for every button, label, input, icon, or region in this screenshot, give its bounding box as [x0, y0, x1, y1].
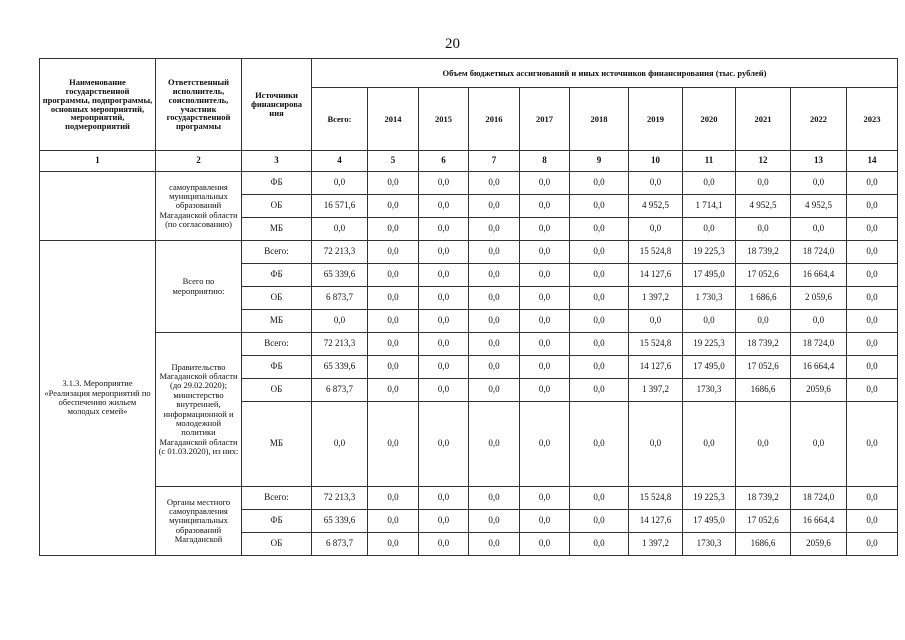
year-value-cell: 0,0: [419, 487, 469, 510]
year-value-cell: 2059,6: [791, 379, 847, 402]
source-cell: Всего:: [242, 241, 312, 264]
year-value-cell: 1 397,2: [629, 287, 683, 310]
column-number-cell: 4: [312, 151, 368, 172]
source-cell: ФБ: [242, 510, 312, 533]
year-value-cell: 16 664,4: [791, 264, 847, 287]
year-value-cell: 0,0: [469, 241, 520, 264]
total-value-cell: 0,0: [312, 402, 368, 487]
column-number-cell: 10: [629, 151, 683, 172]
header-year: 2016: [469, 88, 520, 151]
year-value-cell: 0,0: [368, 379, 419, 402]
column-number-cell: 2: [156, 151, 242, 172]
year-value-cell: 0,0: [368, 310, 419, 333]
year-value-cell: 0,0: [791, 402, 847, 487]
year-value-cell: 0,0: [368, 241, 419, 264]
year-value-cell: 17 495,0: [683, 264, 736, 287]
total-value-cell: 72 213,3: [312, 241, 368, 264]
year-value-cell: 0,0: [419, 356, 469, 379]
year-value-cell: 0,0: [570, 264, 629, 287]
year-value-cell: 0,0: [520, 241, 570, 264]
column-number-cell: 14: [847, 151, 898, 172]
year-value-cell: 0,0: [419, 218, 469, 241]
year-value-cell: 0,0: [419, 287, 469, 310]
year-value-cell: 0,0: [570, 310, 629, 333]
year-value-cell: 0,0: [629, 402, 683, 487]
year-value-cell: 0,0: [469, 172, 520, 195]
year-value-cell: 0,0: [520, 356, 570, 379]
year-value-cell: 0,0: [520, 195, 570, 218]
column-number-cell: 1: [40, 151, 156, 172]
column-number-cell: 7: [469, 151, 520, 172]
year-value-cell: 0,0: [419, 510, 469, 533]
header-responsible: Ответственный исполнитель, соисполнитель, участник государственной программы: [156, 59, 242, 151]
year-value-cell: 18 739,2: [736, 487, 791, 510]
total-value-cell: 72 213,3: [312, 333, 368, 356]
year-value-cell: 0,0: [368, 487, 419, 510]
year-value-cell: 0,0: [629, 218, 683, 241]
year-value-cell: 0,0: [419, 533, 469, 556]
year-value-cell: 2059,6: [791, 533, 847, 556]
total-value-cell: 6 873,7: [312, 287, 368, 310]
year-value-cell: 0,0: [683, 310, 736, 333]
year-value-cell: 18 724,0: [791, 487, 847, 510]
table-row: [40, 241, 898, 264]
year-value-cell: 4 952,5: [629, 195, 683, 218]
year-value-cell: 0,0: [520, 533, 570, 556]
year-value-cell: 0,0: [736, 310, 791, 333]
total-value-cell: 6 873,7: [312, 533, 368, 556]
year-value-cell: 0,0: [520, 287, 570, 310]
year-value-cell: 0,0: [847, 510, 898, 533]
year-value-cell: 0,0: [419, 402, 469, 487]
year-value-cell: 0,0: [469, 333, 520, 356]
year-value-cell: 0,0: [847, 172, 898, 195]
year-value-cell: 0,0: [791, 172, 847, 195]
year-value-cell: 1686,6: [736, 533, 791, 556]
year-value-cell: 0,0: [683, 218, 736, 241]
year-value-cell: 0,0: [570, 195, 629, 218]
header-year: 2023: [847, 88, 898, 151]
year-value-cell: 0,0: [847, 218, 898, 241]
year-value-cell: 1 397,2: [629, 533, 683, 556]
header-sources: Источники финансирова ния: [242, 59, 312, 151]
year-value-cell: 0,0: [570, 333, 629, 356]
column-number-cell: 9: [570, 151, 629, 172]
year-value-cell: 0,0: [847, 241, 898, 264]
year-value-cell: 0,0: [847, 195, 898, 218]
year-value-cell: 0,0: [368, 287, 419, 310]
source-cell: ФБ: [242, 264, 312, 287]
year-value-cell: 0,0: [791, 218, 847, 241]
year-value-cell: 0,0: [570, 402, 629, 487]
header-year: 2020: [683, 88, 736, 151]
source-cell: ОБ: [242, 533, 312, 556]
year-value-cell: 0,0: [570, 379, 629, 402]
year-value-cell: 19 225,3: [683, 487, 736, 510]
year-value-cell: 16 664,4: [791, 356, 847, 379]
year-value-cell: 0,0: [570, 533, 629, 556]
header-year: 2019: [629, 88, 683, 151]
year-value-cell: 0,0: [368, 356, 419, 379]
year-value-cell: 1686,6: [736, 379, 791, 402]
total-value-cell: 0,0: [312, 172, 368, 195]
header-year: 2021: [736, 88, 791, 151]
header-program-name: Наименование государственной программы, подпрограммы, основных мероприятий, мероприятий, подмероприятий: [40, 59, 156, 151]
year-value-cell: 15 524,8: [629, 241, 683, 264]
budget-table-wrapper: [39, 58, 898, 556]
year-value-cell: 0,0: [847, 379, 898, 402]
page-number: 20: [445, 36, 460, 52]
responsible-cell: самоуправления муниципальных образований Магаданской области (по согласованию): [156, 172, 242, 241]
total-value-cell: 0,0: [312, 218, 368, 241]
column-number-cell: 6: [419, 151, 469, 172]
year-value-cell: 0,0: [570, 287, 629, 310]
year-value-cell: 0,0: [368, 333, 419, 356]
year-value-cell: 0,0: [520, 510, 570, 533]
responsible-cell: Всего по мероприятию:: [156, 241, 242, 333]
year-value-cell: 0,0: [791, 310, 847, 333]
source-cell: МБ: [242, 402, 312, 487]
year-value-cell: 17 052,6: [736, 356, 791, 379]
year-value-cell: 0,0: [736, 402, 791, 487]
year-value-cell: 14 127,6: [629, 356, 683, 379]
year-value-cell: 15 524,8: [629, 333, 683, 356]
year-value-cell: 19 225,3: [683, 241, 736, 264]
year-value-cell: 0,0: [847, 356, 898, 379]
year-value-cell: 1730,3: [683, 379, 736, 402]
year-value-cell: 1 730,3: [683, 287, 736, 310]
year-value-cell: 0,0: [368, 510, 419, 533]
year-value-cell: 1 714,1: [683, 195, 736, 218]
header-total: Всего:: [312, 88, 368, 151]
table-row: [40, 487, 898, 510]
year-value-cell: 18 739,2: [736, 241, 791, 264]
year-value-cell: 0,0: [570, 487, 629, 510]
year-value-cell: 17 495,0: [683, 356, 736, 379]
program-name-cell: 3.1.3. Мероприятие «Реализация мероприятий по обеспечению жильем молодых семей»: [40, 241, 156, 556]
year-value-cell: 0,0: [570, 356, 629, 379]
year-value-cell: 0,0: [520, 218, 570, 241]
year-value-cell: 0,0: [419, 195, 469, 218]
year-value-cell: 14 127,6: [629, 510, 683, 533]
source-cell: Всего:: [242, 487, 312, 510]
year-value-cell: 0,0: [368, 402, 419, 487]
year-value-cell: 0,0: [520, 487, 570, 510]
year-value-cell: 0,0: [520, 379, 570, 402]
table-row: [40, 333, 898, 356]
year-value-cell: 0,0: [368, 264, 419, 287]
year-value-cell: 0,0: [736, 172, 791, 195]
header-funding-group: Объем бюджетных ассигнований и иных источников финансирования (тыс. рублей): [312, 59, 898, 88]
year-value-cell: 0,0: [629, 310, 683, 333]
year-value-cell: 14 127,6: [629, 264, 683, 287]
year-value-cell: 0,0: [419, 310, 469, 333]
year-value-cell: 18 724,0: [791, 241, 847, 264]
year-value-cell: 0,0: [520, 310, 570, 333]
year-value-cell: 0,0: [520, 264, 570, 287]
year-value-cell: 0,0: [368, 195, 419, 218]
year-value-cell: 0,0: [368, 218, 419, 241]
source-cell: ФБ: [242, 356, 312, 379]
year-value-cell: 1730,3: [683, 533, 736, 556]
year-value-cell: 0,0: [520, 402, 570, 487]
column-number-cell: 11: [683, 151, 736, 172]
year-value-cell: 18 724,0: [791, 333, 847, 356]
column-number-cell: 12: [736, 151, 791, 172]
year-value-cell: 0,0: [469, 402, 520, 487]
year-value-cell: 0,0: [469, 264, 520, 287]
year-value-cell: 0,0: [847, 287, 898, 310]
year-value-cell: 16 664,4: [791, 510, 847, 533]
source-cell: МБ: [242, 310, 312, 333]
year-value-cell: 0,0: [469, 195, 520, 218]
year-value-cell: 0,0: [419, 333, 469, 356]
year-value-cell: 0,0: [847, 402, 898, 487]
column-number-cell: 13: [791, 151, 847, 172]
year-value-cell: 4 952,5: [736, 195, 791, 218]
year-value-cell: 0,0: [469, 379, 520, 402]
year-value-cell: 0,0: [629, 172, 683, 195]
year-value-cell: 0,0: [683, 402, 736, 487]
year-value-cell: 0,0: [683, 172, 736, 195]
source-cell: ОБ: [242, 195, 312, 218]
year-value-cell: 0,0: [469, 533, 520, 556]
year-value-cell: 17 495,0: [683, 510, 736, 533]
header-year: 2017: [520, 88, 570, 151]
header-year: 2022: [791, 88, 847, 151]
year-value-cell: 0,0: [847, 487, 898, 510]
source-cell: ОБ: [242, 379, 312, 402]
source-cell: ОБ: [242, 287, 312, 310]
column-number-cell: 3: [242, 151, 312, 172]
year-value-cell: 0,0: [419, 241, 469, 264]
header-year: 2014: [368, 88, 419, 151]
year-value-cell: 0,0: [419, 172, 469, 195]
year-value-cell: 0,0: [469, 356, 520, 379]
year-value-cell: 0,0: [847, 310, 898, 333]
year-value-cell: 0,0: [847, 333, 898, 356]
year-value-cell: 2 059,6: [791, 287, 847, 310]
year-value-cell: 0,0: [570, 241, 629, 264]
budget-table: [39, 58, 898, 556]
header-year: 2015: [419, 88, 469, 151]
total-value-cell: 6 873,7: [312, 379, 368, 402]
year-value-cell: 0,0: [469, 287, 520, 310]
year-value-cell: 1 686,6: [736, 287, 791, 310]
header-year: 2018: [570, 88, 629, 151]
responsible-cell: Органы местного самоуправления муниципальных образований Магаданской: [156, 487, 242, 556]
year-value-cell: 0,0: [847, 264, 898, 287]
year-value-cell: 0,0: [469, 310, 520, 333]
total-value-cell: 0,0: [312, 310, 368, 333]
year-value-cell: 4 952,5: [791, 195, 847, 218]
table-row: [40, 172, 898, 195]
program-name-cell: [40, 172, 156, 241]
year-value-cell: 0,0: [520, 172, 570, 195]
year-value-cell: 0,0: [736, 218, 791, 241]
total-value-cell: 65 339,6: [312, 356, 368, 379]
responsible-cell: Правительство Магаданской области (до 29.02.2020); министерство внутренней, информационной и молодежной политики Магаданской области (с 01.03.2020), из них:: [156, 333, 242, 487]
column-number-cell: 5: [368, 151, 419, 172]
year-value-cell: 0,0: [368, 172, 419, 195]
total-value-cell: 72 213,3: [312, 487, 368, 510]
year-value-cell: 0,0: [419, 264, 469, 287]
year-value-cell: 0,0: [520, 333, 570, 356]
year-value-cell: 0,0: [570, 218, 629, 241]
year-value-cell: 0,0: [570, 172, 629, 195]
year-value-cell: 1 397,2: [629, 379, 683, 402]
column-number-cell: 8: [520, 151, 570, 172]
year-value-cell: 0,0: [419, 379, 469, 402]
year-value-cell: 0,0: [469, 510, 520, 533]
year-value-cell: 18 739,2: [736, 333, 791, 356]
year-value-cell: 0,0: [570, 510, 629, 533]
total-value-cell: 65 339,6: [312, 264, 368, 287]
year-value-cell: 0,0: [469, 218, 520, 241]
year-value-cell: 15 524,8: [629, 487, 683, 510]
total-value-cell: 16 571,6: [312, 195, 368, 218]
source-cell: Всего:: [242, 333, 312, 356]
column-number-row: [40, 151, 898, 172]
total-value-cell: 65 339,6: [312, 510, 368, 533]
year-value-cell: 17 052,6: [736, 264, 791, 287]
year-value-cell: 0,0: [847, 533, 898, 556]
year-value-cell: 19 225,3: [683, 333, 736, 356]
year-value-cell: 17 052,6: [736, 510, 791, 533]
source-cell: МБ: [242, 218, 312, 241]
source-cell: ФБ: [242, 172, 312, 195]
year-value-cell: 0,0: [368, 533, 419, 556]
year-value-cell: 0,0: [469, 487, 520, 510]
